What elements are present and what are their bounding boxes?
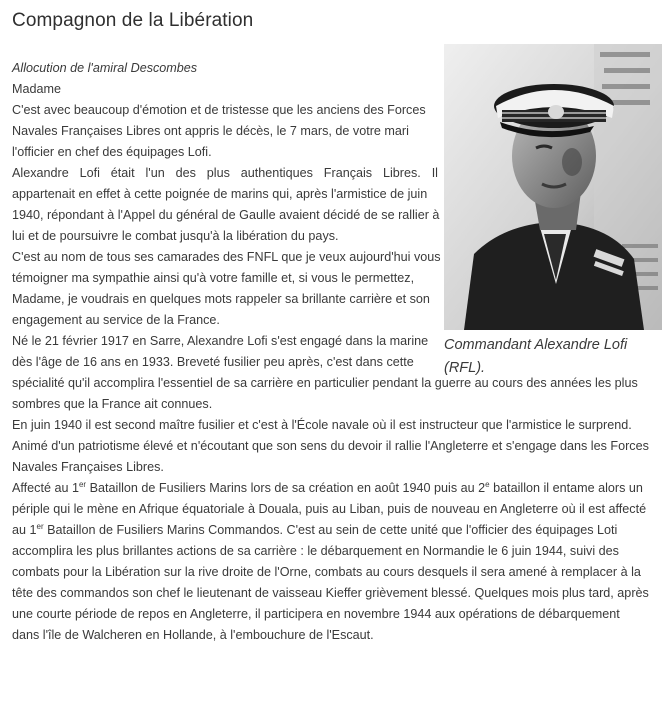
text-line: l'officier en chef des équipages Lofi.	[12, 145, 212, 159]
text-line: lui et de poursuivre le combat jusqu'à la libération du pays.	[12, 229, 339, 243]
salutation: Madame	[12, 82, 61, 96]
text-line: En juin 1940 il est second maître fusilier et c'est à l'École navale où il est instructeur que l'armistice le surprend.	[12, 418, 632, 432]
text-line: dans l'île de Walcheren en Hollande, à l'embouchure de l'Escaut.	[12, 628, 374, 642]
text-line: Alexandre Lofi était l'un des plus authentiques Français Libres. Il	[12, 166, 438, 180]
text-line: Né le 21 février 1917 en Sarre, Alexandre Lofi s'est engagé dans la marine	[12, 334, 429, 348]
text-line: tête des commandos son chef le lieutenant de vaisseau Kieffer grièvement blessé. Quelques mois plus tard, après	[12, 586, 649, 600]
text-line: 1940, répondant à l'Appel du général de Gaulle avaient décidé de se rallier à	[12, 208, 440, 222]
text-line: sombres que la France ait connues.	[12, 397, 213, 411]
text-line: appartenait en effet à cette poignée de marins qui, après l'armistice de juin	[12, 187, 428, 201]
article-subtitle: Allocution de l'amiral Descombes	[12, 61, 198, 75]
text-line: Madame, je voudrais en quelques mots rappeler sa brillante carrière et son	[12, 292, 430, 306]
caption-line-2: (RFL).	[444, 360, 486, 376]
portrait-photo	[444, 44, 662, 330]
text-line: accomplira les plus brillantes actions de sa carrière : le débarquement en Normandie le 6 juin 1944, suivi des	[12, 544, 619, 558]
text-line: Animé d'un patriotisme élevé et n'écoutant que son sens du devoir il rallie l'Angleterre et s'engage dans les Forces	[12, 439, 649, 453]
text-line: périple qui le mène en Afrique équatoriale à Douala, puis au Liban, puis de nouveau en Angleterre où il est affecté	[12, 502, 647, 516]
page-title: Compagnon de la Libération	[12, 10, 254, 31]
text-line: spécialité qu'il accomplira l'essentiel de sa carrière en particulier pendant la guerre au cours des années les plus	[12, 376, 638, 390]
text-line: dès l'âge de 16 ans en 1933. Breveté fusilier peu après, c'est dans cette	[12, 355, 414, 369]
text-line: engagement au service de la France.	[12, 313, 220, 327]
text-line: Affecté au 1er Bataillon de Fusiliers Marins lors de sa création en août 1940 puis au 2e bataillon il entame alors un	[12, 479, 643, 495]
text-line: combats pour la Libération sur la rive droite de l'Orne, combats au cours desquels il sera amené à remplacer à la	[12, 565, 641, 579]
caption-line-1: Commandant Alexandre Lofi	[444, 337, 628, 353]
text-line: au 1er Bataillon de Fusiliers Marins Commandos. C'est au sein de cette unité que l'officier des équipages Loti	[12, 521, 618, 537]
portrait-figure	[444, 44, 666, 380]
portrait-illustration	[444, 44, 662, 330]
text-line: témoigner ma sympathie ainsi qu'à votre famille et, si vous le permettez,	[12, 271, 415, 285]
text-line: C'est au nom de tous ses camarades des FNFL que je veux aujourd'hui vous	[12, 250, 441, 264]
text-line: Navales Françaises Libres ont appris le décès, le 7 mars, de votre mari	[12, 124, 409, 138]
text-line: C'est avec beaucoup d'émotion et de tristesse que les anciens des Forces	[12, 103, 426, 117]
text-line: Navales Françaises Libres.	[12, 460, 164, 474]
text-line: une courte période de repos en Angleterre, il participera en novembre 1944 aux opérations de débarquement	[12, 607, 620, 621]
